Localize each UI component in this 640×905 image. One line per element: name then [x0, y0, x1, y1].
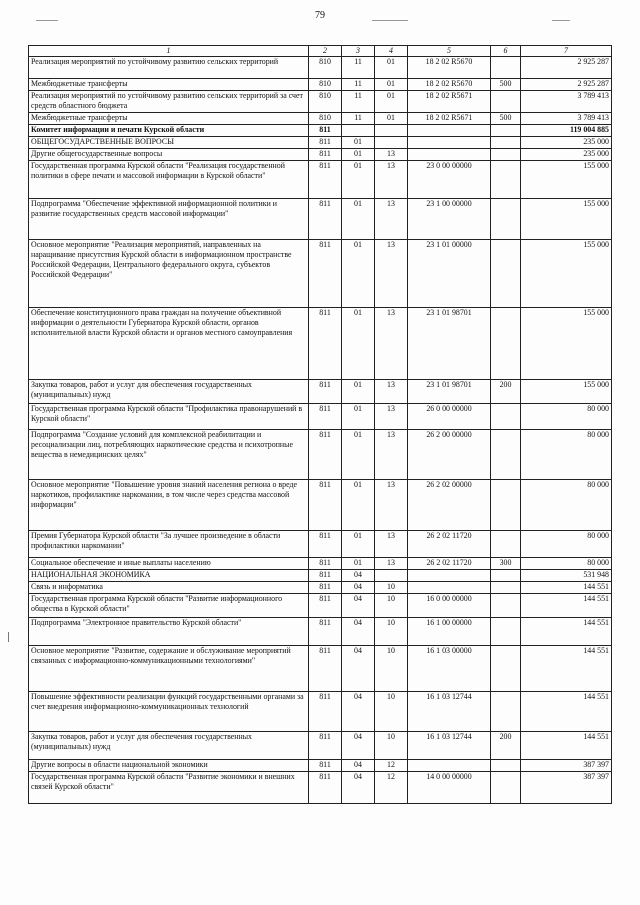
table-row — [29, 558, 612, 570]
row-csr — [408, 570, 491, 582]
row-csr: 23 1 01 00000 — [408, 240, 491, 308]
row-sum: 144 551 — [521, 732, 612, 760]
row-sum: 80 000 — [521, 531, 612, 558]
column-header: 7 — [521, 46, 612, 57]
table-header-row — [29, 46, 612, 57]
table-row — [29, 582, 612, 594]
row-pr: 13 — [375, 308, 408, 380]
row-vr — [491, 430, 521, 480]
row-csr: 16 0 00 00000 — [408, 594, 491, 618]
row-rz: 04 — [342, 692, 375, 732]
row-rz: 04 — [342, 646, 375, 692]
row-csr: 26 0 00 00000 — [408, 404, 491, 430]
row-sum: 387 397 — [521, 760, 612, 772]
row-vr — [491, 646, 521, 692]
scan-artifact — [372, 20, 408, 21]
row-pr: 01 — [375, 79, 408, 91]
row-sum: 80 000 — [521, 558, 612, 570]
row-vr: 500 — [491, 79, 521, 91]
row-csr — [408, 760, 491, 772]
row-ved: 811 — [309, 692, 342, 732]
row-sum: 155 000 — [521, 308, 612, 380]
row-name: Государственная программа Курской области "Профилактика правонарушений в Курской области" — [29, 404, 309, 430]
row-name: Реализация мероприятий по устойчивому развитию сельских территорий — [29, 57, 309, 79]
row-sum: 144 551 — [521, 594, 612, 618]
row-sum: 155 000 — [521, 240, 612, 308]
row-csr: 18 2 02 R5671 — [408, 113, 491, 125]
row-csr — [408, 149, 491, 161]
row-name: Комитет информации и печати Курской области — [29, 125, 309, 137]
row-pr: 13 — [375, 430, 408, 480]
table-row — [29, 772, 612, 804]
table-row — [29, 137, 612, 149]
table-row — [29, 594, 612, 618]
row-vr — [491, 594, 521, 618]
row-vr — [491, 91, 521, 113]
row-vr — [491, 772, 521, 804]
row-csr — [408, 137, 491, 149]
row-sum: 144 551 — [521, 646, 612, 692]
row-vr — [491, 308, 521, 380]
table-row — [29, 480, 612, 531]
table-row — [29, 240, 612, 308]
row-rz: 04 — [342, 618, 375, 646]
table-row — [29, 161, 612, 199]
table-row — [29, 732, 612, 760]
row-ved: 811 — [309, 531, 342, 558]
row-vr — [491, 480, 521, 531]
table-row — [29, 618, 612, 646]
row-ved: 811 — [309, 570, 342, 582]
row-sum: 144 551 — [521, 582, 612, 594]
row-sum: 387 397 — [521, 772, 612, 804]
row-name: Премия Губернатора Курской области "За лучшее произведение в области профилактики наркомании" — [29, 531, 309, 558]
row-ved: 811 — [309, 594, 342, 618]
page-number: 79 — [315, 10, 325, 21]
row-name: Реализация мероприятий по устойчивому развитию сельских территорий за счет средств областного бюджета — [29, 91, 309, 113]
row-pr: 10 — [375, 692, 408, 732]
row-name: Межбюджетные трансферты — [29, 113, 309, 125]
row-sum: 80 000 — [521, 404, 612, 430]
row-name: Закупка товаров, работ и услуг для обеспечения государственных (муниципальных) нужд — [29, 732, 309, 760]
scan-artifact — [552, 20, 570, 21]
table-row — [29, 380, 612, 404]
row-sum: 235 000 — [521, 149, 612, 161]
row-rz: 04 — [342, 760, 375, 772]
column-header: 1 — [29, 46, 309, 57]
row-name: Закупка товаров, работ и услуг для обеспечения государственных (муниципальных) нужд — [29, 380, 309, 404]
row-sum: 3 789 413 — [521, 91, 612, 113]
row-vr — [491, 161, 521, 199]
row-csr: 23 1 00 00000 — [408, 199, 491, 240]
row-vr — [491, 692, 521, 732]
row-name: Повышение эффективности реализации функций государственными органами за счет внедрения информационно-коммуникационных технологий — [29, 692, 309, 732]
row-ved: 810 — [309, 113, 342, 125]
row-pr: 13 — [375, 558, 408, 570]
row-rz: 01 — [342, 308, 375, 380]
row-pr: 10 — [375, 732, 408, 760]
table-row — [29, 113, 612, 125]
row-vr — [491, 199, 521, 240]
table-row — [29, 430, 612, 480]
row-rz: 11 — [342, 113, 375, 125]
row-ved: 811 — [309, 199, 342, 240]
row-name: Подпрограмма "Создание условий для комплексной реабилитации и ресоциализации лиц, потребляющих наркотические средства и психотропные вещества в немедицинских целях" — [29, 430, 309, 480]
row-vr — [491, 570, 521, 582]
row-sum: 144 551 — [521, 618, 612, 646]
row-sum: 3 789 413 — [521, 113, 612, 125]
table-row — [29, 199, 612, 240]
row-ved: 811 — [309, 430, 342, 480]
row-csr: 16 1 03 12744 — [408, 692, 491, 732]
row-rz: 01 — [342, 199, 375, 240]
row-pr: 01 — [375, 113, 408, 125]
row-csr: 18 2 02 R5671 — [408, 91, 491, 113]
row-vr — [491, 149, 521, 161]
row-rz: 01 — [342, 430, 375, 480]
row-ved: 811 — [309, 240, 342, 308]
row-vr — [491, 57, 521, 79]
row-ved: 810 — [309, 91, 342, 113]
row-rz: 01 — [342, 137, 375, 149]
budget-table — [28, 45, 612, 804]
row-rz: 04 — [342, 732, 375, 760]
row-pr — [375, 137, 408, 149]
row-pr — [375, 125, 408, 137]
row-vr: 500 — [491, 113, 521, 125]
row-ved: 811 — [309, 125, 342, 137]
row-pr: 13 — [375, 480, 408, 531]
table-row — [29, 149, 612, 161]
row-sum: 531 948 — [521, 570, 612, 582]
row-rz: 04 — [342, 582, 375, 594]
row-vr: 300 — [491, 558, 521, 570]
row-rz: 01 — [342, 558, 375, 570]
row-pr: 12 — [375, 772, 408, 804]
column-header: 4 — [375, 46, 408, 57]
row-csr: 14 0 00 00000 — [408, 772, 491, 804]
row-name: Государственная программа Курской области "Реализация государственной политики в сфере печати и массовой информации в Курской области" — [29, 161, 309, 199]
row-pr: 13 — [375, 380, 408, 404]
row-rz: 01 — [342, 240, 375, 308]
row-pr: 01 — [375, 57, 408, 79]
table-row — [29, 760, 612, 772]
table-row — [29, 404, 612, 430]
row-name: Межбюджетные трансферты — [29, 79, 309, 91]
row-vr: 200 — [491, 380, 521, 404]
row-ved: 811 — [309, 480, 342, 531]
table-row — [29, 308, 612, 380]
row-sum: 80 000 — [521, 430, 612, 480]
table-row — [29, 531, 612, 558]
row-name: Обеспечение конституционного права граждан на получение объективной информации о деятельности Губернатора Курской области, органов исполнительной власти Курской области и органов местного самоуправления — [29, 308, 309, 380]
row-ved: 811 — [309, 404, 342, 430]
column-header: 5 — [408, 46, 491, 57]
row-ved: 811 — [309, 308, 342, 380]
row-name: Государственная программа Курской области "Развитие информационного общества в Курской области" — [29, 594, 309, 618]
row-ved: 811 — [309, 558, 342, 570]
row-pr: 10 — [375, 582, 408, 594]
row-rz: 01 — [342, 149, 375, 161]
row-pr: 13 — [375, 404, 408, 430]
table-row — [29, 57, 612, 79]
row-sum: 80 000 — [521, 480, 612, 531]
row-vr — [491, 125, 521, 137]
table-row — [29, 646, 612, 692]
row-sum: 144 551 — [521, 692, 612, 732]
row-rz: 11 — [342, 79, 375, 91]
row-ved: 810 — [309, 57, 342, 79]
row-vr: 200 — [491, 732, 521, 760]
row-rz: 01 — [342, 531, 375, 558]
row-pr: 01 — [375, 91, 408, 113]
row-rz: 01 — [342, 161, 375, 199]
table-row — [29, 692, 612, 732]
row-name: Другие общегосударственные вопросы — [29, 149, 309, 161]
row-name: Подпрограмма "Обеспечение эффективной информационной политики и развитие государственных средств массовой информации" — [29, 199, 309, 240]
row-ved: 811 — [309, 380, 342, 404]
row-sum: 155 000 — [521, 199, 612, 240]
row-ved: 811 — [309, 646, 342, 692]
row-rz: 04 — [342, 570, 375, 582]
row-pr: 10 — [375, 618, 408, 646]
row-name: Другие вопросы в области национальной экономики — [29, 760, 309, 772]
row-csr: 26 2 02 00000 — [408, 480, 491, 531]
row-ved: 811 — [309, 137, 342, 149]
row-csr: 18 2 02 R5670 — [408, 57, 491, 79]
row-sum: 2 925 287 — [521, 79, 612, 91]
row-csr: 23 1 01 98701 — [408, 380, 491, 404]
scan-artifact — [36, 20, 58, 21]
row-csr: 18 2 02 R5670 — [408, 79, 491, 91]
row-rz: 11 — [342, 57, 375, 79]
row-csr: 16 1 03 00000 — [408, 646, 491, 692]
row-vr — [491, 531, 521, 558]
row-csr: 26 2 02 11720 — [408, 558, 491, 570]
column-header: 2 — [309, 46, 342, 57]
row-pr: 13 — [375, 149, 408, 161]
row-ved: 811 — [309, 161, 342, 199]
row-vr — [491, 404, 521, 430]
row-rz: 11 — [342, 91, 375, 113]
row-name: Социальное обеспечение и иные выплаты населению — [29, 558, 309, 570]
column-header: 3 — [342, 46, 375, 57]
row-csr: 23 1 01 98701 — [408, 308, 491, 380]
row-name: Основное мероприятие "Повышение уровня знаний населения региона о вреде наркотиков, профилактике наркомании, в том числе через средства массовой информации" — [29, 480, 309, 531]
row-rz: 01 — [342, 404, 375, 430]
row-pr: 13 — [375, 531, 408, 558]
row-pr: 12 — [375, 760, 408, 772]
row-sum: 235 000 — [521, 137, 612, 149]
row-rz: 01 — [342, 480, 375, 531]
row-pr: 13 — [375, 161, 408, 199]
row-rz: 01 — [342, 380, 375, 404]
row-ved: 811 — [309, 582, 342, 594]
table-row — [29, 79, 612, 91]
row-rz — [342, 125, 375, 137]
row-ved: 811 — [309, 149, 342, 161]
row-csr — [408, 125, 491, 137]
row-vr — [491, 618, 521, 646]
row-csr: 26 2 02 11720 — [408, 531, 491, 558]
row-sum: 119 004 885 — [521, 125, 612, 137]
row-pr — [375, 570, 408, 582]
row-name: Связь и информатика — [29, 582, 309, 594]
row-csr: 23 0 00 00000 — [408, 161, 491, 199]
row-vr — [491, 137, 521, 149]
row-ved: 811 — [309, 618, 342, 646]
row-rz: 04 — [342, 594, 375, 618]
row-name: Подпрограмма "Электронное правительство Курской области" — [29, 618, 309, 646]
row-csr: 26 2 00 00000 — [408, 430, 491, 480]
row-pr: 13 — [375, 199, 408, 240]
row-pr: 13 — [375, 240, 408, 308]
row-name: НАЦИОНАЛЬНАЯ ЭКОНОМИКА — [29, 570, 309, 582]
scan-artifact — [8, 632, 9, 642]
row-vr — [491, 240, 521, 308]
row-sum: 2 925 287 — [521, 57, 612, 79]
row-sum: 155 000 — [521, 380, 612, 404]
row-name: Основное мероприятие "Развитие, содержание и обслуживание мероприятий связанных с информационно-коммуникационными технологиями" — [29, 646, 309, 692]
column-header: 6 — [491, 46, 521, 57]
row-ved: 811 — [309, 772, 342, 804]
table-row — [29, 125, 612, 137]
row-name: Основное мероприятие "Реализация мероприятий, направленных на наращивание присутствия Курской области в информационном пространстве Российской Федерации, Центрального федерального округа, субъектов Российской Федерации" — [29, 240, 309, 308]
row-name: ОБЩЕГОСУДАРСТВЕННЫЕ ВОПРОСЫ — [29, 137, 309, 149]
row-pr: 10 — [375, 594, 408, 618]
row-vr — [491, 582, 521, 594]
row-name: Государственная программа Курской области "Развитие экономики и внешних связей Курской области" — [29, 772, 309, 804]
table-row — [29, 91, 612, 113]
row-rz: 04 — [342, 772, 375, 804]
row-pr: 10 — [375, 646, 408, 692]
row-vr — [491, 760, 521, 772]
row-csr: 16 1 03 12744 — [408, 732, 491, 760]
row-ved: 811 — [309, 732, 342, 760]
row-csr: 16 1 00 00000 — [408, 618, 491, 646]
table-row — [29, 570, 612, 582]
row-ved: 810 — [309, 79, 342, 91]
row-sum: 155 000 — [521, 161, 612, 199]
row-ved: 811 — [309, 760, 342, 772]
row-csr — [408, 582, 491, 594]
